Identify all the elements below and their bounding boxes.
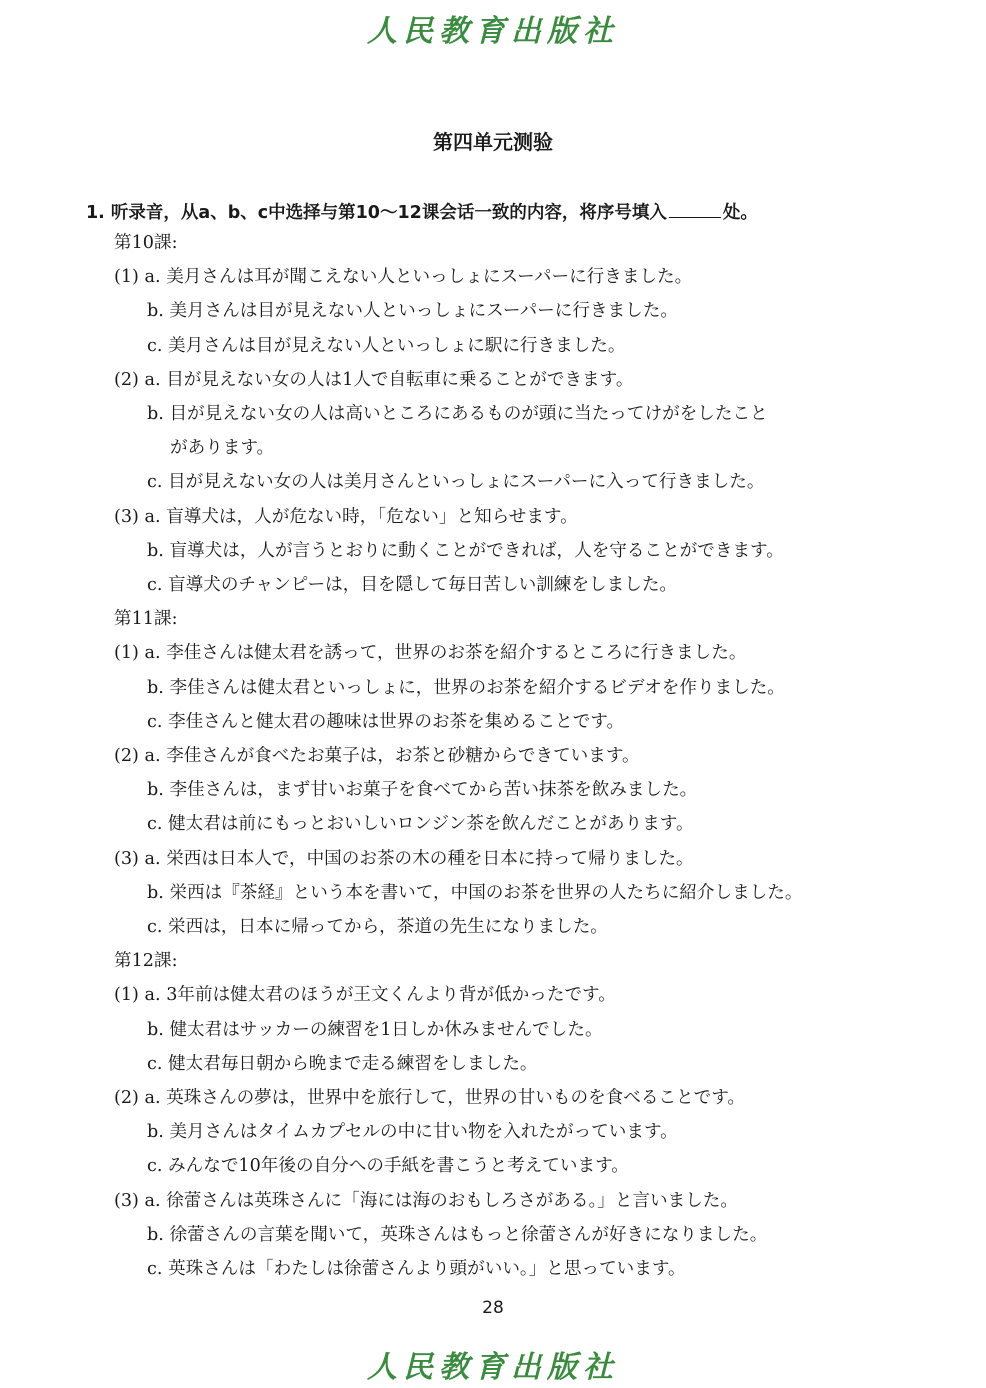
answer-option: b. 栄西は『茶経』という本を書いて，中国のお茶を世界の人たちに紹介しました。 <box>147 883 803 903</box>
answer-option: (2) a. 李佳さんが食べたお菓子は，お茶と砂糖からできています。 <box>114 746 640 766</box>
answer-option: c. 英珠さんは「わたしは徐蕾さんより頭がいい。」と思っています。 <box>147 1259 686 1279</box>
answer-option: (3) a. 徐蕾さんは英珠さんに「海には海のおもしろさがある。」と言いました。 <box>114 1191 738 1211</box>
answer-option: b. 健太君はサッカーの練習を1日しか休みませんでした。 <box>147 1020 603 1040</box>
answer-option: c. 目が見えない女の人は美月さんといっしょにスーパーに入って行きました。 <box>147 472 765 492</box>
answer-option: c. 健太君毎日朝から晩まで走る練習をしました。 <box>147 1054 538 1074</box>
page-number: 28 <box>482 1298 504 1318</box>
answer-option: b. 李佳さんは，まず甘いお菓子を食べてから苦い抹茶を飲みました。 <box>147 780 698 800</box>
answer-option: c. 李佳さんと健太君の趣味は世界のお茶を集めることです。 <box>147 712 625 732</box>
answer-option: (3) a. 盲導犬は，人が危ない時，「危ない」と知らせます。 <box>114 507 578 527</box>
instruction-text-end: 处。 <box>722 203 758 223</box>
answer-option: b. 目が見えない女の人は高いところにあるものが頭に当たってけがをしたこと <box>147 404 768 424</box>
answer-option: (1) a. 美月さんは耳が聞こえない人といっしょにスーパーに行きました。 <box>114 267 693 287</box>
answer-option: c. 健太君は前にもっとおいしいロンジン茶を飲んだことがあります。 <box>147 814 694 834</box>
publisher-logo-top: 人民教育出版社 <box>367 14 619 49</box>
answer-option: があります。 <box>170 438 275 458</box>
answer-option: c. 盲導犬のチャンピーは，目を隠して毎日苦しい訓練をしました。 <box>147 575 678 595</box>
answer-option: (2) a. 目が見えない女の人は1人で自転車に乗ることができます。 <box>114 370 634 390</box>
answer-option: (1) a. 李佳さんは健太君を誘って，世界のお茶を紹介するところに行きました。 <box>114 643 747 663</box>
answer-option: (2) a. 英珠さんの夢は，世界中を旅行して，世界の甘いものを食べることです。 <box>114 1088 746 1108</box>
answer-option: (1) a. 3年前は健太君のほうが王文くんより背が低かったです。 <box>114 985 616 1005</box>
lesson-heading: 第10課: <box>114 233 178 253</box>
answer-blank <box>669 216 721 218</box>
publisher-logo-bottom: 人民教育出版社 <box>367 1350 619 1385</box>
answer-option: c. 栄西は，日本に帰ってから，茶道の先生になりました。 <box>147 917 608 937</box>
answer-option: (3) a. 栄西は日本人で，中国のお茶の木の種を日本に持って帰りました。 <box>114 849 694 869</box>
answer-option: b. 盲導犬は，人が言うとおりに動くことができれば，人を守ることができます。 <box>147 541 784 561</box>
question-instruction <box>86 199 758 224</box>
answer-option: b. 徐蕾さんの言葉を聞いて，英珠さんはもっと徐蕾さんが好きになりました。 <box>147 1225 768 1245</box>
answer-option: c. 美月さんは目が見えない人といっしょに駅に行きました。 <box>147 336 626 356</box>
page-title: 第四单元测验 <box>433 130 553 154</box>
lesson-heading: 第12課: <box>114 951 178 971</box>
answer-option: b. 美月さんはタイムカプセルの中に甘い物を入れたがっています。 <box>147 1122 678 1142</box>
instruction-text: 1. 听录音，从a、b、c中选择与第10～12课会话一致的内容，将序号填入 <box>86 203 667 223</box>
answer-option: b. 美月さんは目が見えない人といっしょにスーパーに行きました。 <box>147 301 678 321</box>
lesson-heading: 第11課: <box>114 609 178 629</box>
answer-option: b. 李佳さんは健太君といっしょに，世界のお茶を紹介するビデオを作りました。 <box>147 678 785 698</box>
answer-option: c. みんなで10年後の自分への手紙を書こうと考えています。 <box>147 1156 629 1176</box>
